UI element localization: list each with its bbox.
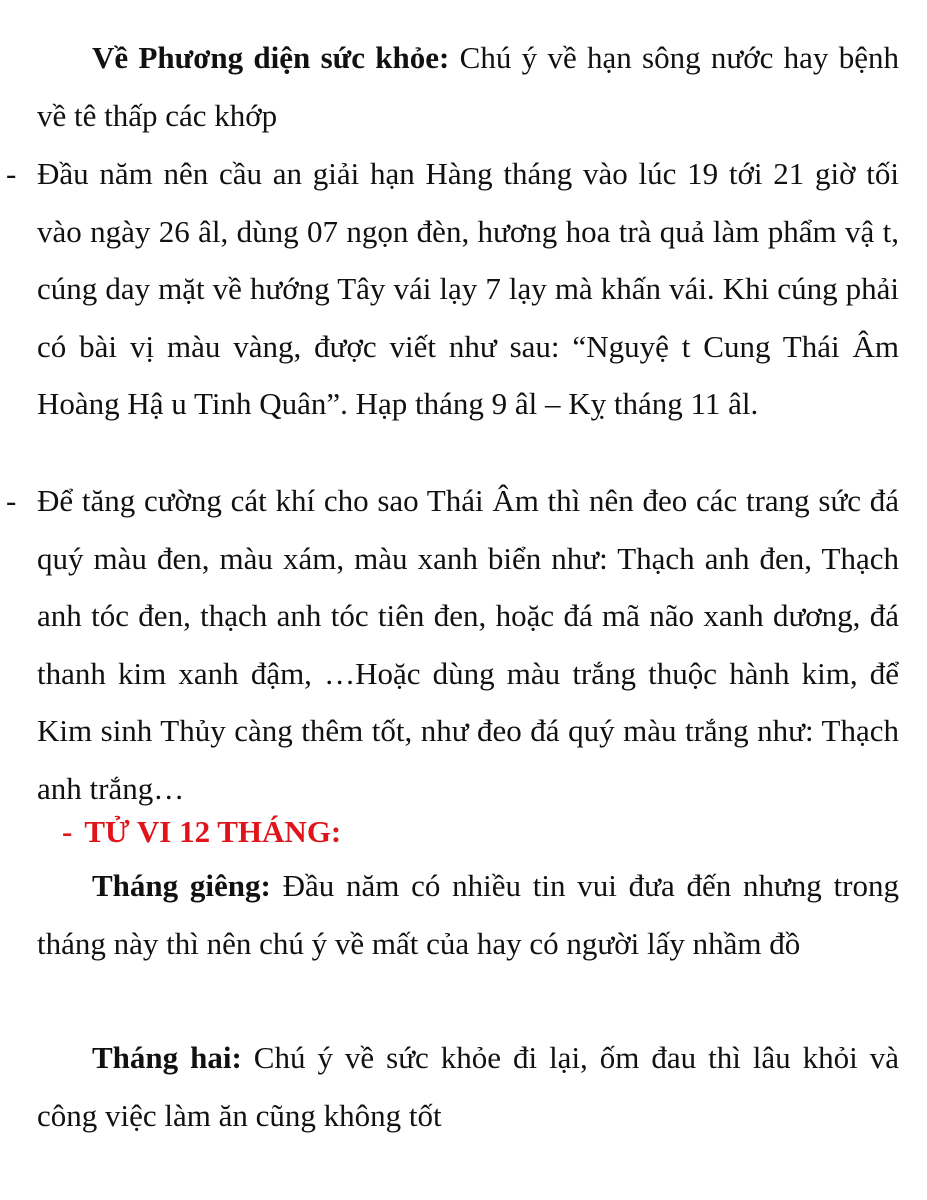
bullet-dash-2: - [6, 483, 17, 518]
section-heading-title: TỬ VI 12 THÁNG: [84, 814, 342, 849]
month-label-2: Tháng hai: [92, 1040, 242, 1075]
section-heading-dash: - [62, 814, 73, 849]
month-text-1: Đầu năm có nhiều tin vui đưa đến nhưng trong tháng này thì nên chú ý về mất của hay có người lấy nhầm đồ [37, 868, 899, 961]
health-label: Về Phương diện sức khỏe: [92, 40, 450, 75]
health-text: Chú ý về hạn sông nước hay bệnh về tê thấp các khớp [37, 40, 899, 133]
health-paragraph [37, 29, 899, 144]
bullet-dash-1: - [6, 156, 17, 191]
month-paragraph-2 [37, 1029, 899, 1144]
month-paragraph-1 [37, 857, 899, 972]
bullet-paragraph-ritual: Đầu năm nên cầu an giải hạn Hàng tháng vào lúc 19 tới 21 giờ tối vào ngày 26 âl, dùng 07 ngọn đèn, hương hoa trà quả làm phẩm vậ t, cúng day mặt về hướng Tây vái lạy 7 lạy mà khấn vái. Khi cúng phải có bài vị màu vàng, được viết như sau: “Nguyệ t Cung Thái Âm Hoàng Hậ u Tinh Quân”. Hạp tháng 9 âl – Kỵ tháng 11 âl. [37, 156, 899, 421]
month-label-1: Tháng giêng: [92, 868, 271, 903]
bullet-paragraph-gemstones: Để tăng cường cát khí cho sao Thái Âm thì nên đeo các trang sức đá quý màu đen, màu xám, màu xanh biển như: Thạch anh đen, Thạch anh tóc đen, thạch anh tóc tiên đen, hoặc đá mã não xanh dương, đá thanh kim xanh đậm, …Hoặc dùng màu trắng thuộc hành kim, để Kim sinh Thủy càng thêm tốt, như đeo đá quý màu trắng như: Thạch anh trắng… [37, 483, 899, 806]
month-text-2: Chú ý về sức khỏe đi lại, ốm đau thì lâu khỏi và công việc làm ăn cũng không tốt [37, 1040, 899, 1133]
section-heading-12-months [62, 803, 341, 861]
